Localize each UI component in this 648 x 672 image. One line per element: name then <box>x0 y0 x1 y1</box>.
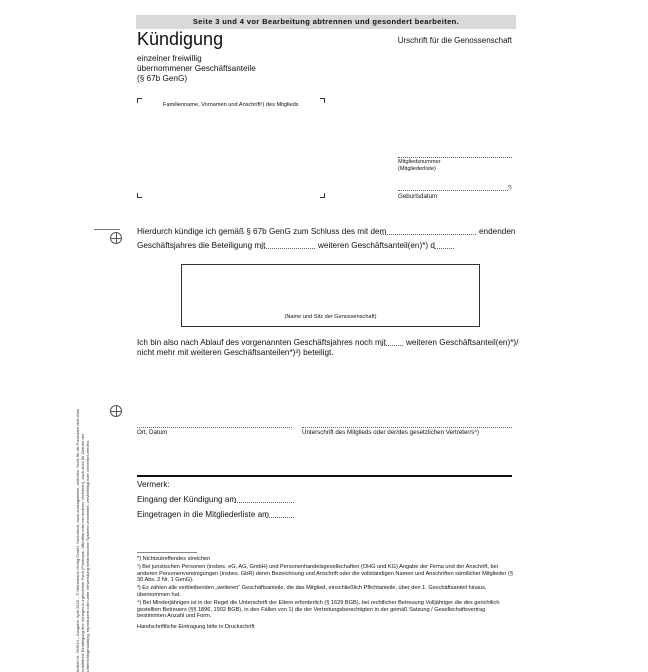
place-date-field[interactable] <box>137 427 292 428</box>
subtitle-line: übernommener Geschäftsanteile <box>137 63 256 73</box>
cooperative-box-label: (Name und Sitz der Genossenschaft) <box>284 314 377 320</box>
fiscal-year-end-field[interactable] <box>381 234 476 235</box>
fold-mark <box>94 229 120 230</box>
member-number-label <box>398 159 441 173</box>
footnote-item: ³) Es zählen alle verbleibenden „weiteren“ Geschäftsanteile, die das Mitglied, einschließlich Pflichtanteile, über den 1. Geschäftsanteil hinaus, übernommen hat. <box>137 585 487 598</box>
subtitle-line: (§ 67b GenG) <box>137 73 188 83</box>
address-corner-mark <box>137 193 142 198</box>
instruction-banner: Seite 3 und 4 vor Bearbeitung abtrennen und gesondert bearbeiten. <box>136 15 516 29</box>
receipt-date-label: Eingang der Kündigung am <box>137 495 237 504</box>
punch-mark-icon <box>110 232 122 244</box>
member-list-text: (Mitgliederliste) <box>398 166 436 172</box>
birthdate-footnote-marker: ²) <box>508 185 512 191</box>
member-address-field[interactable] <box>144 114 314 190</box>
signature-label: Unterschrift des Mitglieds oder der/des gesetzlichen Vertreter/s⁴) <box>302 429 480 436</box>
place-date-label: Ort, Datum <box>137 429 168 436</box>
footnotes <box>137 556 515 631</box>
receipt-date-field[interactable] <box>234 502 294 503</box>
article-field[interactable] <box>434 248 454 249</box>
cancellation-text-ending: endenden <box>479 227 516 236</box>
footnote-item: *) Nichtzutreffendes streichen <box>137 556 211 562</box>
remaining-shares-field[interactable] <box>381 345 403 346</box>
footnote-item: ⁴) Bei Minderjährigen ist in der Regel die Unterschrift der Eltern erforderlich (§ 1629 BGB), bei rechtlicher Betreuung Volljähriger die des gerichtlich gestellten Betreuers (§§ 1896, 1902 BGB), in den Fällen von 1) die der Vertretungsberechtigten in der gemäß Satzung / Gesellschaftsvertrag bestimmten Anzahl und Form. <box>137 599 500 620</box>
registered-date-field[interactable] <box>266 517 294 518</box>
page-subtitle <box>137 54 317 83</box>
remaining-shares-text-mid: weiteren Geschäftsanteil(en)*)/ <box>406 338 519 347</box>
member-name-label: Familienname, Vornamen und Anschrift¹) des Mitglieds <box>163 102 299 108</box>
remaining-shares-text-end: nicht mehr mit weiteren Geschäftsanteilen*)³) beteiligt. <box>137 348 334 357</box>
address-corner-mark <box>137 98 142 103</box>
footnote-item: ¹) Bei juristischen Personen (insbes. eG, AG, GmbH) und Personenhandelsgesellschaften (OHG und KG) Angabe der Firma und der Anschrift, bei anderen Personenvereinigungen (insbes. GbR) deren Bezeichnung und Anschrift oder die vollständigen Namen und Anschriften sämtlicher Mitglieder (§ 30 Abs. 2 Nr. 1 GenG). <box>137 563 513 584</box>
subtitle-line: einzelner freiwillig <box>137 54 202 63</box>
note-label: Vermerk: <box>137 480 170 489</box>
copy-label: Urschrift für die Genossenschaft <box>397 36 512 45</box>
address-corner-mark <box>320 98 325 103</box>
birthdate-label: Geburtsdatum <box>398 193 438 200</box>
birthdate-field[interactable] <box>398 190 508 191</box>
signature-field[interactable] <box>302 427 512 428</box>
member-number-text: Mitgliedsnummer <box>398 159 441 165</box>
handwriting-note: Handschriftliche Eintragung bitte in Druckschrift <box>137 624 255 631</box>
footnote-divider <box>137 552 197 553</box>
punch-mark-icon <box>110 405 122 417</box>
member-number-field[interactable] <box>398 157 512 158</box>
shares-count-field[interactable] <box>261 248 315 249</box>
cancellation-text-year: Geschäftsjahres die Beteiligung mit <box>137 241 266 250</box>
cancellation-text-shares: weiteren Geschäftsanteil(en)*) d <box>318 241 435 250</box>
address-corner-mark <box>320 193 325 198</box>
publisher-side-text: Artikel-Nr. 393610 – Ausgabe: April 2018 – © Heinemann Verlag GmbH. Nachdruck, auch auszugsweise, verboten. Nicht für die Formulare darf ohne schriftliche Einwilligung des Verlages in irgendeiner Form (Fotokopie, Mikrofilm oder ein anderes Verfahren), auch nicht für Zwecke der Unterrichtsgestaltung, reproduziert oder unter Verwendung elektronischer Systeme verarbeitet, vervielfältigt oder verbreitet werden. <box>74 408 90 672</box>
cancellation-text-start: Hierdurch kündige ich gemäß § 67b GenG zum Schluss des mit dem <box>137 227 387 236</box>
section-divider <box>137 475 512 477</box>
registered-date-label: Eingetragen in die Mitgliederliste am <box>137 510 269 519</box>
page-title: Kündigung <box>137 29 224 49</box>
remaining-shares-text-start: Ich bin also nach Ablauf des vorgenannten Geschäftsjahres noch mit <box>137 338 386 347</box>
